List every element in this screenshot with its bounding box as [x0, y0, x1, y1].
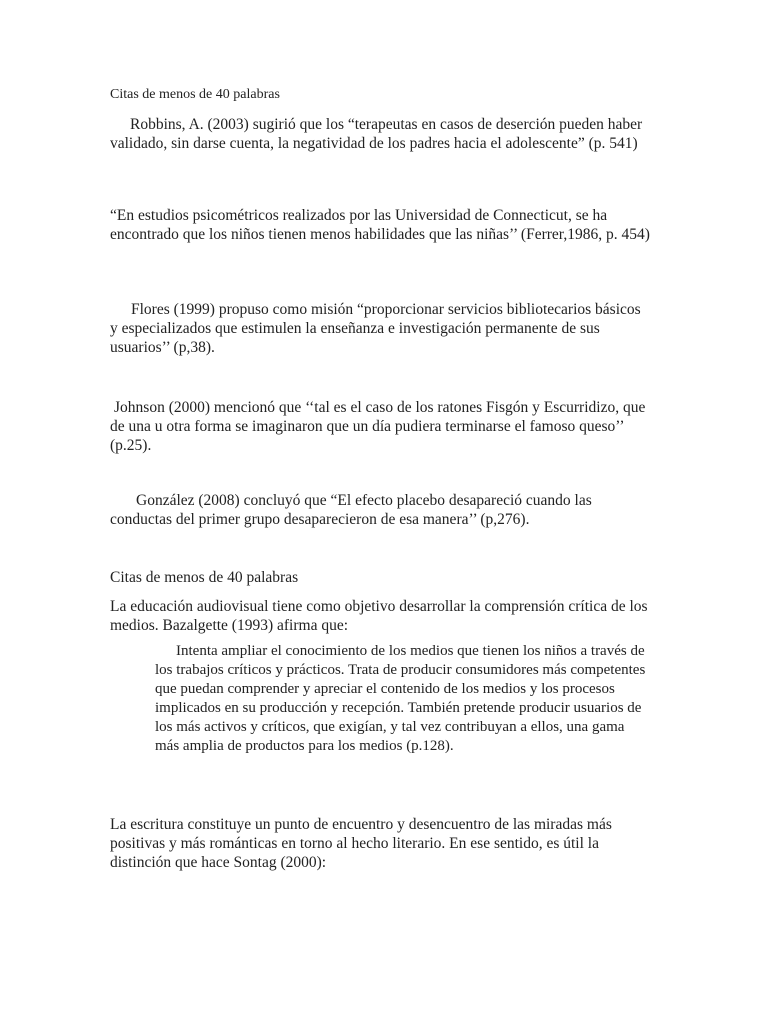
- quote-robbins-text: Robbins, A. (2003) sugirió que los “terapeutas en casos de deserción pueden haber validado, sin darse cuenta, la negatividad de los padres hacia el adolescente” (p. 541): [110, 116, 643, 152]
- quote-robbins: [110, 115, 650, 153]
- block-quote-bazalgette: [155, 642, 650, 756]
- quote-johnson-text: Johnson (2000) mencionó que ‘‘tal es el caso de los ratones Fisgón y Escurridizo, que de una u otra forma se imaginaron que un día pudiera terminarse el famoso queso’’ (p.25).: [110, 399, 646, 454]
- quote-ferrer: “En estudios psicométricos realizados por las Universidad de Connecticut, se ha encontrado que los niños tienen menos habilidades que las niñas’’ (Ferrer,1986, p. 454): [110, 207, 650, 243]
- intro-paragraph: La educación audiovisual tiene como objetivo desarrollar la comprensión crítica de los medios. Bazalgette (1993) afirma que:: [110, 598, 648, 634]
- section-heading-1: Citas de menos de 40 palabras: [110, 87, 280, 102]
- block-quote-text: Intenta ampliar el conocimiento de los medios que tienen los niños a través de los trabajos críticos y prácticos. Trata de producir consumidores más competentes que puedan comprender y apreciar el contenido de los medios y los procesos implicados en su producción y recepción. También pretende producir usuarios de los más activos y críticos, que exigían, y tal vez contribuyan a ellos, una gama más amplia de productos para los medios (p.128).: [155, 643, 646, 754]
- quote-gonzalez-text: González (2008) concluyó que “El efecto placebo desapareció cuando las conductas del primer grupo desaparecieron de esa manera’’ (p,276).: [110, 492, 592, 528]
- quote-flores-text: Flores (1999) propuso como misión “proporcionar servicios bibliotecarios básicos y especializados que estimulen la enseñanza e investigación permanente de sus usuarios’’ (p,38).: [110, 301, 641, 356]
- quote-johnson: [110, 398, 650, 455]
- quote-flores: [110, 300, 650, 357]
- quote-gonzalez: [110, 491, 650, 529]
- closing-paragraph: La escritura constituye un punto de encuentro y desencuentro de las miradas más positivas y más románticas en torno al hecho literario. En ese sentido, es útil la distinción que hace Sontag (2000):: [110, 816, 612, 871]
- section-heading-2: Citas de menos de 40 palabras: [110, 569, 299, 586]
